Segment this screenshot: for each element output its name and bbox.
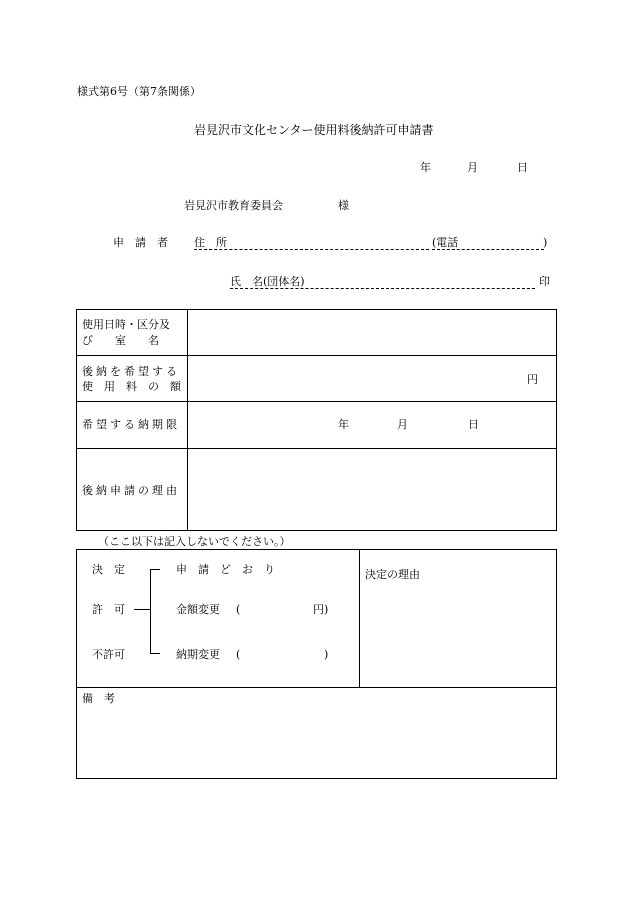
decision-header: 決 定 [92,563,125,576]
amount-input[interactable] [194,372,514,390]
table-row-divider [76,355,557,356]
row-amount-label-line1: 後納を希望する [82,365,180,378]
date-month-label: 月 [467,161,478,174]
phone-close: ) [543,236,548,249]
deadline-day-label: 日 [468,418,479,431]
address-underline [194,249,429,250]
phone-underline [432,249,544,250]
office-use-note: （ここ以下は記入しないでください。） [98,535,291,548]
seal-label: 印 [539,275,550,288]
decision-reason-label: 決定の理由 [365,568,420,581]
row-usage-label-line2: び 室 名 [82,334,159,347]
name-label: 氏 名(団体名) [230,275,305,288]
phone-label: (電話 [432,236,459,249]
option-as-applied: 申 請 ど お り [176,563,275,576]
applicant-label: 申 請 者 [113,236,168,249]
bracket-top-arm [150,569,160,570]
option-deadline-close: ) [324,648,329,661]
decision-permit-label: 許 可 [92,603,125,616]
remarks-label: 備 考 [82,692,115,705]
date-day-label: 日 [517,161,528,174]
decision-table [76,549,557,779]
option-deadline-change: 納期変更 [176,648,220,661]
table-row-divider [76,401,557,402]
addressee-honorific: 様 [338,199,349,212]
bracket-vertical [150,569,151,653]
reason-input[interactable] [194,458,549,522]
table-row-divider [76,448,557,449]
option-amount-change: 金額変更 [176,603,220,616]
form-number: 様式第6号（第7条関係） [77,85,201,98]
row-deadline-label: 希望する納期限 [82,418,180,431]
row-reason-label: 後納申請の理由 [82,484,180,497]
table-column-divider [187,309,188,531]
row-amount-label-line2: 使 用 料 の 額 [82,380,181,393]
deadline-month-label: 月 [397,418,408,431]
bracket-connector [134,609,150,610]
option-deadline-open: ( [236,648,241,661]
option-amount-open: ( [236,603,241,616]
address-label: 住 所 [194,236,227,249]
deadline-year-label: 年 [338,418,349,431]
name-underline [230,288,535,289]
deadline-input[interactable] [194,414,549,432]
usage-input[interactable] [194,326,549,344]
bracket-bottom-arm [150,653,160,654]
decision-row-divider [76,687,557,688]
row-usage-label-line1: 使用日時・区分及 [82,318,170,331]
date-year-label: 年 [420,161,431,174]
amount-unit: 円 [527,373,538,386]
decision-column-divider [359,549,360,687]
option-amount-close: 円) [313,603,329,616]
addressee-name: 岩見沢市教育委員会 [184,199,283,212]
page-title: 岩見沢市文化センター使用料後納許可申請書 [194,123,434,137]
decision-deny-label: 不許可 [92,648,125,661]
